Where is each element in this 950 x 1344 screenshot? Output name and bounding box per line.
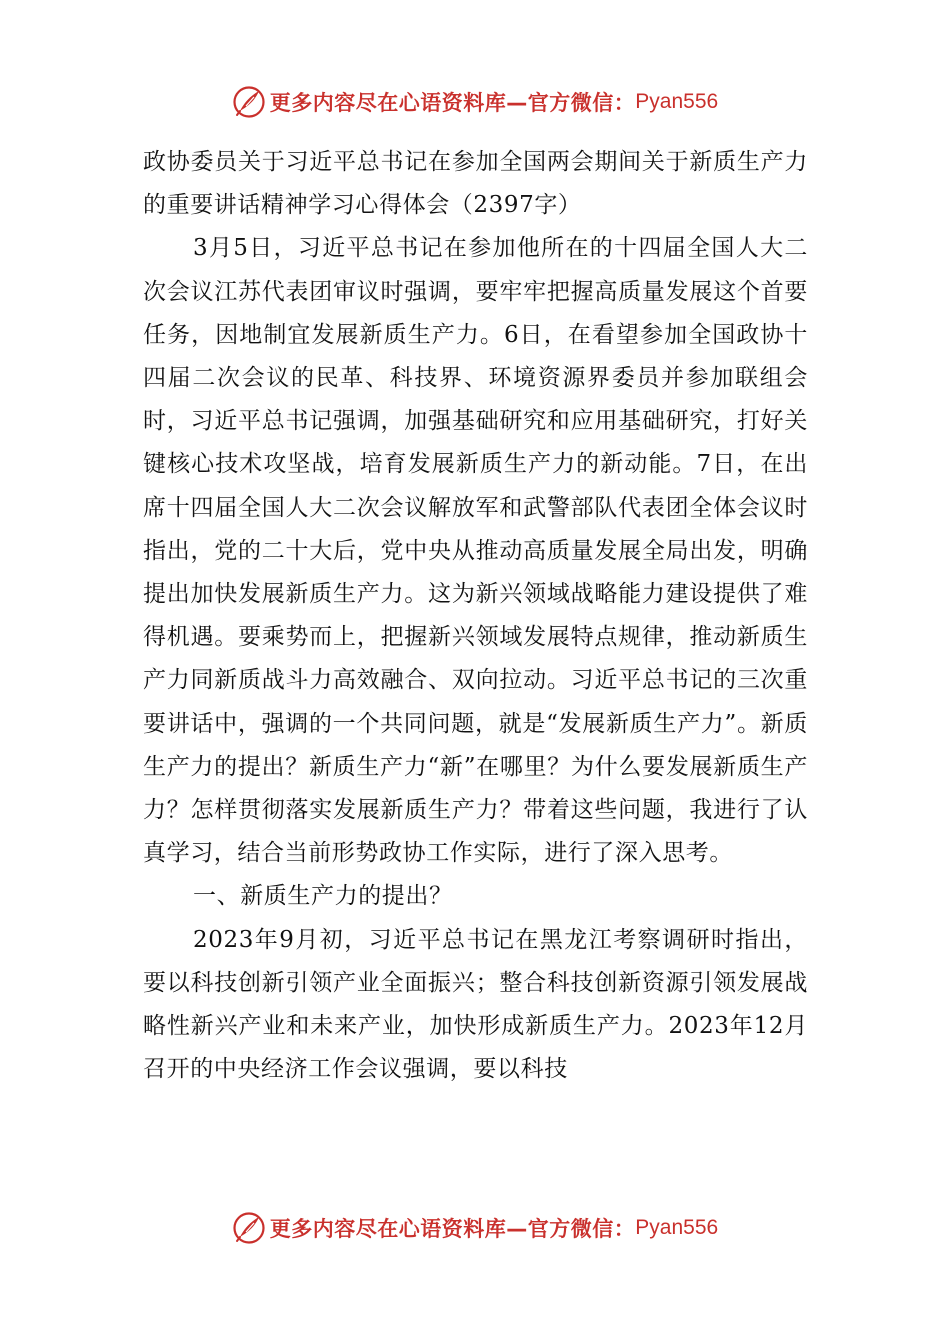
quill-logo-icon bbox=[232, 1211, 266, 1245]
banner-wechat-id: Pyan556 bbox=[635, 1216, 719, 1239]
paragraph: 2023年9月初，习近平总书记在黑龙江考察调研时指出，要以科技创新引领产业全面振兴；整合科技创新资源引领发展战略性新兴产业和未来产业，加快形成新质生产力。2023年12月召开的中央经济工作会议强调，要以科技 bbox=[143, 926, 808, 1083]
quill-logo-icon bbox=[232, 85, 266, 119]
footer-banner bbox=[0, 1208, 950, 1248]
banner-wechat-id: Pyan556 bbox=[635, 90, 719, 113]
document-title: 政协委员关于习近平总书记在参加全国两会期间关于新质生产力的重要讲话精神学习心得体会（2397字） bbox=[143, 149, 808, 219]
banner-text: 更多内容尽在心语资料库—官方微信： bbox=[269, 91, 636, 115]
banner-text: 更多内容尽在心语资料库—官方微信： bbox=[269, 1217, 636, 1241]
header-banner bbox=[0, 82, 950, 122]
document-body bbox=[143, 141, 808, 1091]
section-heading: 一、新质生产力的提出？ bbox=[193, 883, 453, 910]
paragraph: 3月5日，习近平总书记在参加他所在的十四届全国人大二次会议江苏代表团审议时强调，要牢牢把握高质量发展这个首要任务，因地制宜发展新质生产力。6日，在看望参加全国政协十四届二次会议的民革、科技界、环境资源界委员并参加联组会时，习近平总书记强调，加强基础研究和应用基础研究，打好关键核心技术攻坚战，培育发展新质生产力的新动能。7日，在出席十四届全国人大二次会议解放军和武警部队代表团全体会议时指出，党的二十大后，党中央从推动高质量发展全局出发，明确提出加快发展新质生产力。这为新兴领域战略能力建设提供了难得机遇。要乘势而上，把握新兴领域发展特点规律，推动新质生产力同新质战斗力高效融合、双向拉动。习近平总书记的三次重要讲话中，强调的一个共同问题，就是“发展新质生产力”。新质生产力的提出？新质生产力“新”在哪里？为什么要发展新质生产力？怎样贯彻落实发展新质生产力？带着这些问题，我进行了认真学习，结合当前形势政协工作实际，进行了深入思考。 bbox=[143, 235, 808, 867]
